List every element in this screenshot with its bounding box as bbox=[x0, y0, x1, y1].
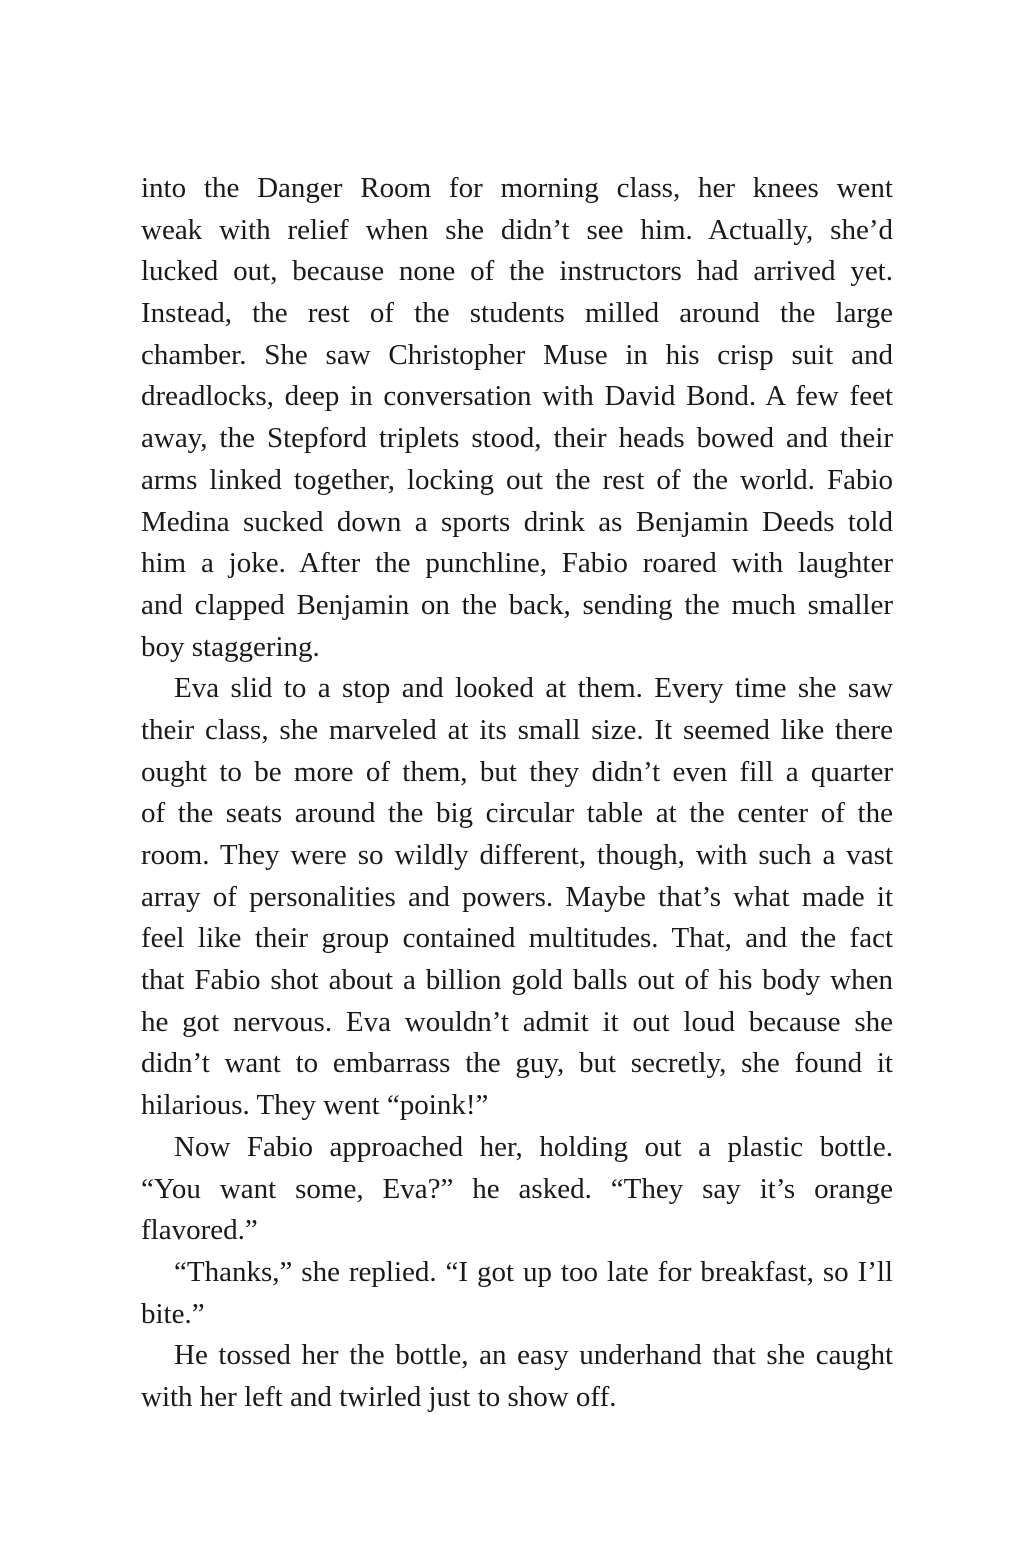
text-line: and clapped Benjamin on the back, sending the much smaller bbox=[141, 588, 893, 621]
text-line: bite.” bbox=[141, 1297, 205, 1330]
text-line: of the seats around the big circular table at the center of the bbox=[141, 797, 893, 830]
text-line: into the Danger Room for morning class, her knees went bbox=[141, 172, 893, 204]
text-line: boy staggering. bbox=[141, 630, 320, 663]
text-line: dreadlocks, deep in conversation with David Bond. A few feet bbox=[141, 380, 893, 413]
paragraph-1 bbox=[141, 168, 893, 668]
text-line: he got nervous. Eva wouldn’t admit it out loud because she bbox=[141, 1005, 893, 1038]
book-page-text bbox=[141, 168, 893, 1419]
text-line: Instead, the rest of the students milled around the large bbox=[141, 297, 893, 330]
text-line: Medina sucked down a sports drink as Benjamin Deeds told bbox=[141, 505, 893, 538]
text-line: arms linked together, locking out the rest of the world. Fabio bbox=[141, 463, 893, 496]
text-line: that Fabio shot about a billion gold balls out of his body when bbox=[141, 964, 893, 997]
paragraph-4 bbox=[141, 1252, 893, 1335]
text-line: “Thanks,” she replied. “I got up too late for breakfast, so I’ll bbox=[174, 1255, 893, 1288]
text-line: Now Fabio approached her, holding out a plastic bottle. bbox=[174, 1130, 893, 1163]
text-line: lucked out, because none of the instructors had arrived yet. bbox=[141, 255, 893, 288]
text-line: flavored.” bbox=[141, 1214, 258, 1247]
text-line: didn’t want to embarrass the guy, but secretly, she found it bbox=[141, 1047, 893, 1080]
paragraph-3 bbox=[141, 1127, 893, 1252]
text-line: him a joke. After the punchline, Fabio roared with laughter bbox=[141, 547, 893, 580]
text-line: room. They were so wildly different, though, with such a vast bbox=[141, 839, 893, 871]
text-line: ought to be more of them, but they didn’t even fill a quarter bbox=[141, 755, 893, 788]
text-line: hilarious. They went “poink!” bbox=[141, 1089, 489, 1122]
text-line: array of personalities and powers. Maybe that’s what made it bbox=[141, 880, 893, 913]
text-line: “You want some, Eva?” he asked. “They say it’s orange bbox=[141, 1172, 893, 1205]
text-line: Eva slid to a stop and looked at them. Every time she saw bbox=[174, 672, 893, 705]
paragraph-2 bbox=[141, 668, 893, 1127]
text-line: their class, she marveled at its small size. It seemed like there bbox=[141, 713, 893, 746]
text-line: feel like their group contained multitudes. That, and the fact bbox=[141, 922, 893, 955]
text-line: with her left and twirled just to show off. bbox=[141, 1380, 617, 1413]
text-line: away, the Stepford triplets stood, their heads bowed and their bbox=[141, 422, 893, 455]
text-line: chamber. She saw Christopher Muse in his crisp suit and bbox=[141, 338, 893, 371]
text-line: He tossed her the bottle, an easy underhand that she caught bbox=[174, 1339, 893, 1372]
paragraph-5 bbox=[141, 1335, 893, 1418]
text-line: weak with relief when she didn’t see him. Actually, she’d bbox=[141, 213, 893, 246]
